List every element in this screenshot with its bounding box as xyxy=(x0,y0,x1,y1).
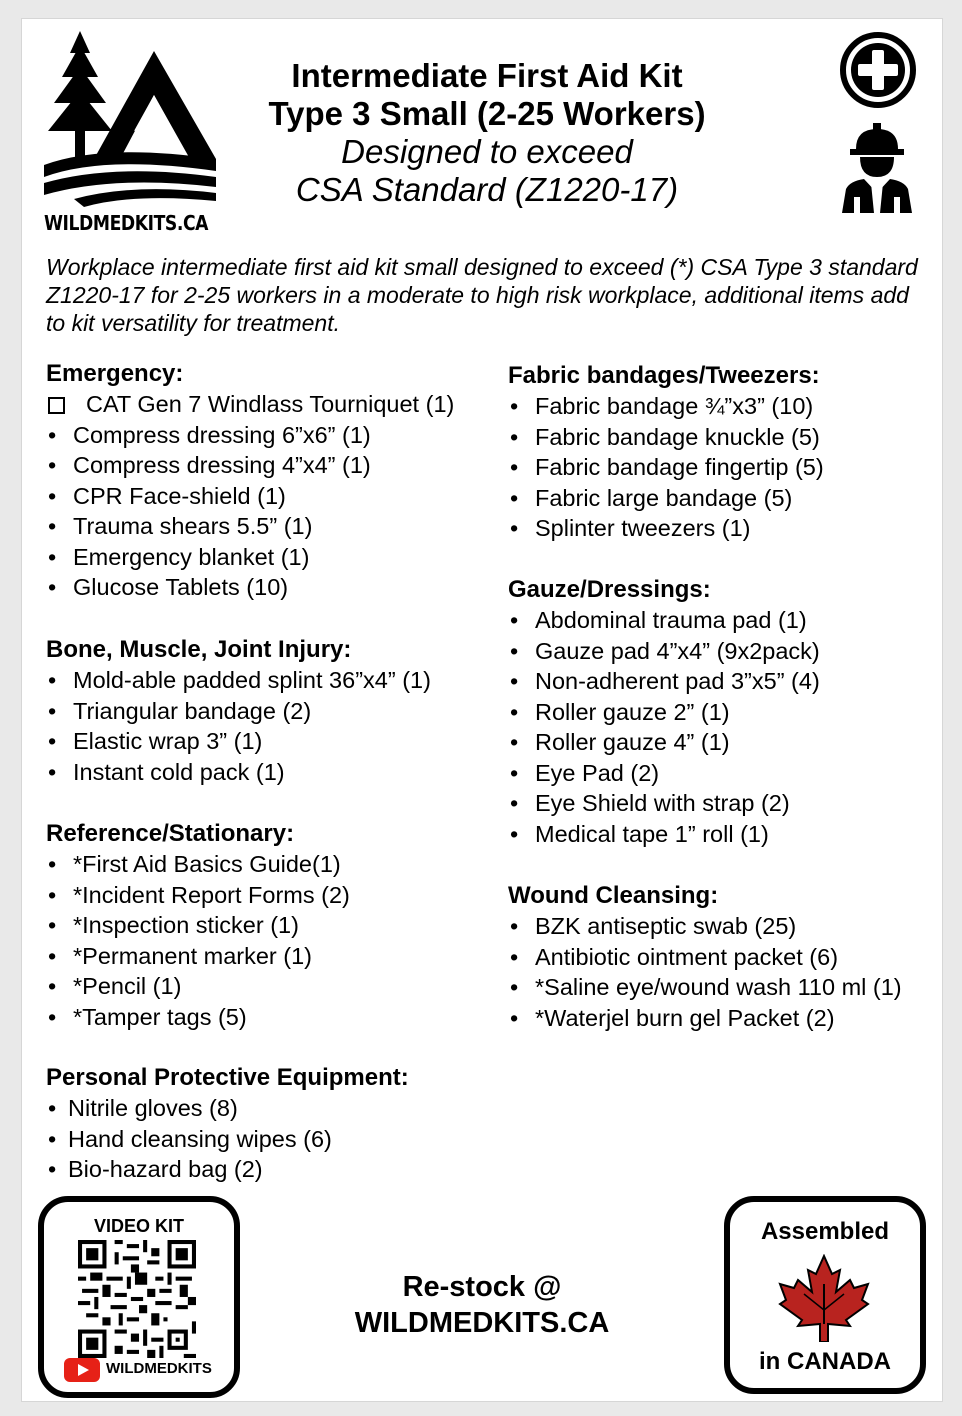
kit-title-block xyxy=(222,57,752,209)
list-item: • *Saline eye/wound wash 110 ml (1) xyxy=(508,972,902,1003)
assembled-in-canada-badge xyxy=(724,1196,926,1394)
list-item: • Compress dressing 4”x4” (1) xyxy=(46,450,454,481)
list-item: • *Pencil (1) xyxy=(46,971,350,1002)
worker-hardhat-icon xyxy=(836,123,918,213)
list-item: • Roller gauze 4” (1) xyxy=(508,727,820,758)
section-title: Bone, Muscle, Joint Injury: xyxy=(46,636,352,663)
section-title: Emergency: xyxy=(46,360,184,387)
list-item: • Elastic wrap 3” (1) xyxy=(46,726,431,757)
kit-subtitle-line2: CSA Standard (Z1220-17) xyxy=(295,171,679,208)
list-item: • Instant cold pack (1) xyxy=(46,757,431,788)
list-item: • Roller gauze 2” (1) xyxy=(508,697,820,728)
list-item: • Triangular bandage (2) xyxy=(46,696,431,727)
list-item: • Eye Shield with strap (2) xyxy=(508,788,820,819)
list-item: • Trauma shears 5.5” (1) xyxy=(46,511,454,542)
list-item: • Splinter tweezers (1) xyxy=(508,513,824,544)
restock-line1: Re-stock @ xyxy=(402,1271,562,1303)
list-item: • *Incident Report Forms (2) xyxy=(46,880,350,911)
list-item: • Emergency blanket (1) xyxy=(46,542,454,573)
list-item: • Fabric bandage ¾”x3” (10) xyxy=(508,391,824,422)
list-item: • Medical tape 1” roll (1) xyxy=(508,819,820,850)
section-fabric-bandages-tweezers xyxy=(508,361,824,544)
section-personal-protective-equipment xyxy=(46,1063,409,1185)
section-title: Wound Cleansing: xyxy=(508,882,719,909)
list-item: • *Waterjel burn gel Packet (2) xyxy=(508,1003,902,1034)
list-item: • Compress dressing 6”x6” (1) xyxy=(46,420,454,451)
kit-label-card xyxy=(21,18,943,1402)
section-wound-cleansing xyxy=(508,881,902,1033)
video-channel-name: WILDMEDKITS xyxy=(106,1360,212,1377)
section-title: Reference/Stationary: xyxy=(46,820,295,847)
list-item: • Nitrile gloves (8) xyxy=(46,1093,409,1124)
video-kit-qr-box[interactable] xyxy=(38,1196,240,1398)
list-item: • *Inspection sticker (1) xyxy=(46,910,350,941)
maple-leaf-icon xyxy=(778,1254,870,1342)
section-reference-stationary xyxy=(46,819,350,1032)
list-item: • Fabric bandage knuckle (5) xyxy=(508,422,824,453)
mountain-tree-logo-icon xyxy=(44,31,216,211)
list-item: • BZK antiseptic swab (25) xyxy=(508,911,902,942)
section-bone-muscle-joint xyxy=(46,635,431,787)
list-item: • *Tamper tags (5) xyxy=(46,1002,350,1033)
list-item: • Antibiotic ointment packet (6) xyxy=(508,942,902,973)
list-item-checkbox: CAT Gen 7 Windlass Tourniquet (1) xyxy=(46,389,454,420)
section-title: Fabric bandages/Tweezers: xyxy=(508,362,820,389)
section-title: Personal Protective Equipment: xyxy=(46,1064,409,1091)
list-item: • Bio-hazard bag (2) xyxy=(46,1154,409,1185)
kit-description: Workplace intermediate first aid kit small designed to exceed (*) CSA Type 3 standard Z1220-17 for 2-25 workers in a moderate to high risk workplace, additional items add to kit versatility for treatment. xyxy=(46,254,918,336)
list-item: • Abdominal trauma pad (1) xyxy=(508,605,820,636)
list-item: • CPR Face-shield (1) xyxy=(46,481,454,512)
assembled-label: Assembled xyxy=(760,1218,890,1245)
list-item: • Hand cleansing wipes (6) xyxy=(46,1124,409,1155)
country-label: in CANADA xyxy=(759,1348,891,1375)
brand-logo xyxy=(44,31,216,241)
section-emergency xyxy=(46,359,454,603)
list-item: • Eye Pad (2) xyxy=(508,758,820,789)
video-kit-title: VIDEO KIT xyxy=(93,1216,184,1236)
list-item: • *Permanent marker (1) xyxy=(46,941,350,972)
list-item: • Non-adherent pad 3”x5” (4) xyxy=(508,666,820,697)
list-item: • Fabric bandage fingertip (5) xyxy=(508,452,824,483)
list-item: • Glucose Tablets (10) xyxy=(46,572,454,603)
kit-subtitle-line1: Designed to exceed xyxy=(341,133,633,170)
kit-title-line1: Intermediate First Aid Kit xyxy=(291,57,683,94)
section-title: Gauze/Dressings: xyxy=(508,576,711,603)
list-item: • Gauze pad 4”x4” (9x2pack) xyxy=(508,636,820,667)
list-item: • Fabric large bandage (5) xyxy=(508,483,824,514)
restock-url[interactable]: WILDMEDKITS.CA xyxy=(354,1307,610,1339)
list-item: • Mold-able padded splint 36”x4” (1) xyxy=(46,665,431,696)
first-aid-plus-icon xyxy=(839,31,917,109)
restock-block xyxy=(312,1269,652,1341)
section-gauze-dressings xyxy=(508,575,820,849)
youtube-icon xyxy=(64,1358,100,1382)
list-item: • *First Aid Basics Guide(1) xyxy=(46,849,350,880)
qr-code-icon[interactable] xyxy=(78,1240,196,1358)
kit-title-line2: Type 3 Small (2-25 Workers) xyxy=(268,95,706,132)
brand-name: WILDMEDKITS.CA xyxy=(44,211,209,235)
